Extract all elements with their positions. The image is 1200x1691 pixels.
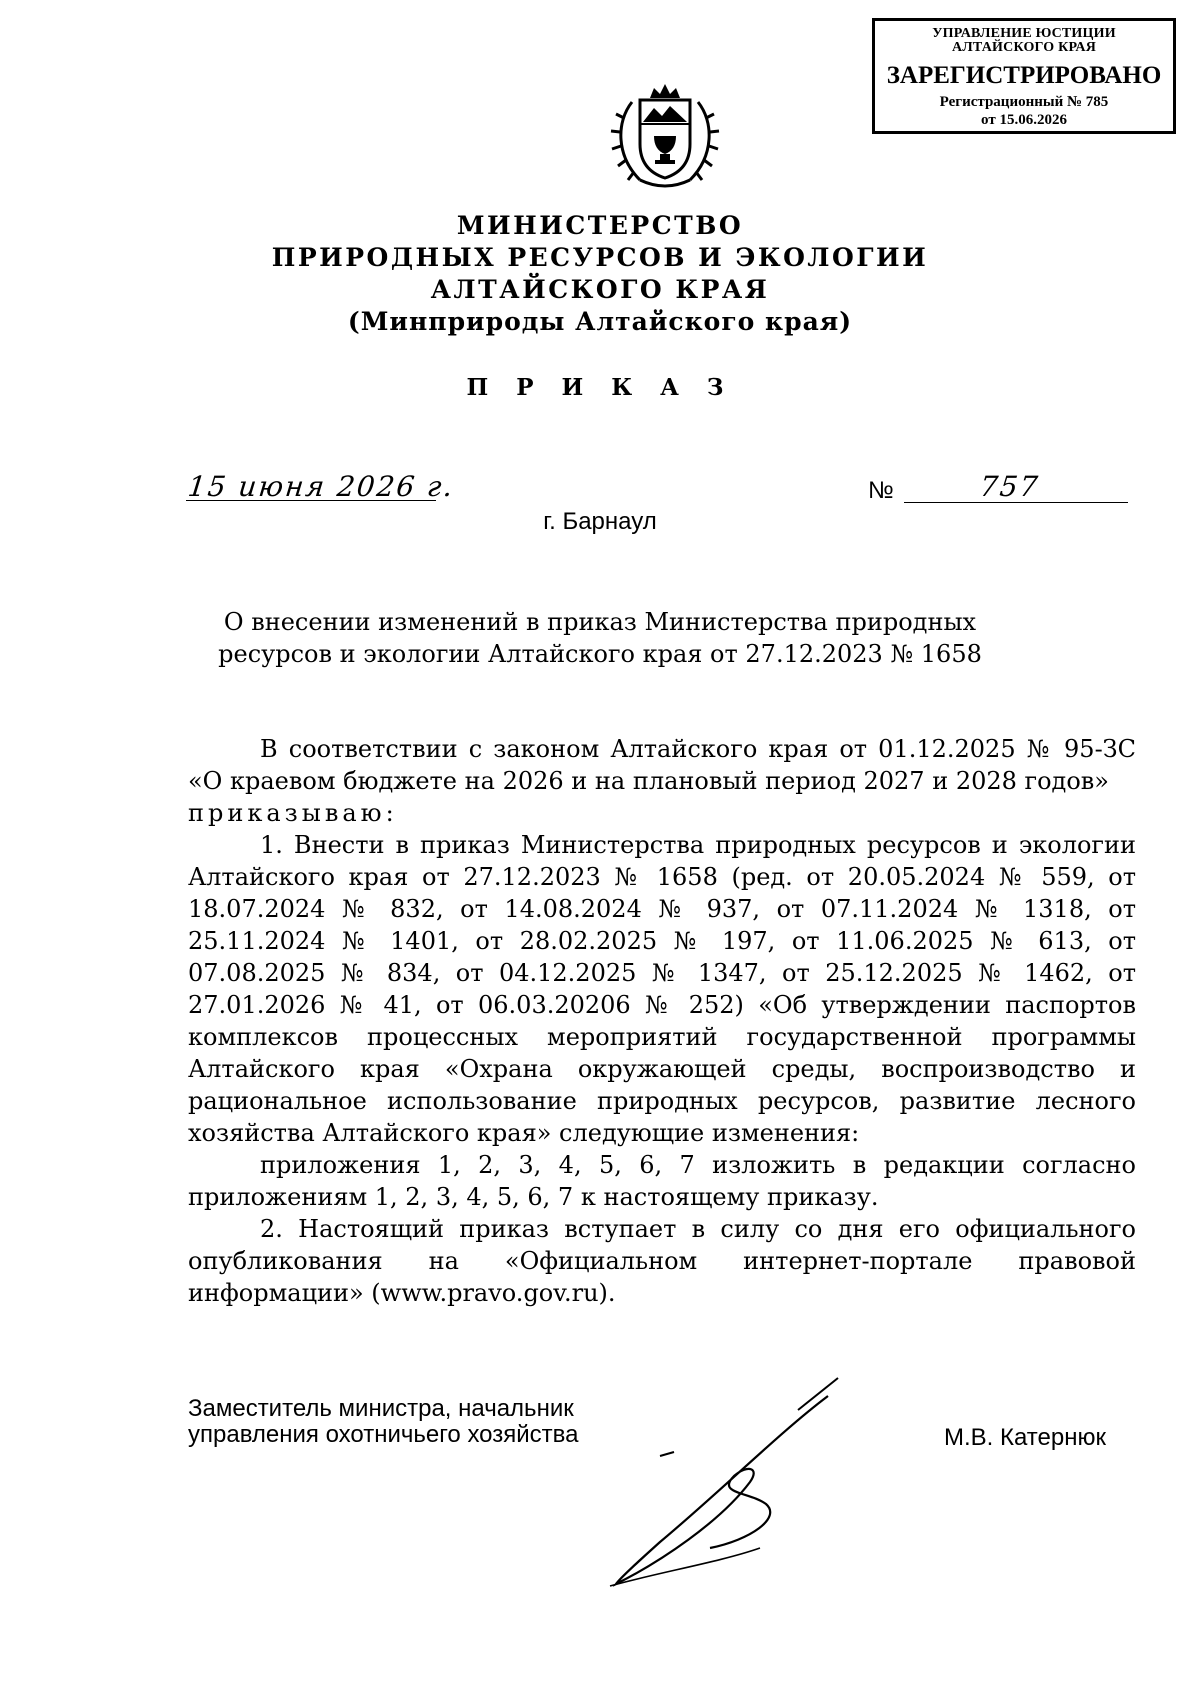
registration-stamp xyxy=(872,18,1176,134)
order-word: приказываю: xyxy=(188,799,398,827)
handwritten-signature xyxy=(600,1372,860,1592)
stamp-status: ЗАРЕГИСТРИРОВАНО xyxy=(886,62,1162,89)
stamp-reg-number: Регистрационный № 785 xyxy=(939,94,1109,110)
item-2-paragraph: 2. Настоящий приказ вступает в силу со дня его официального опубликования на «Официальном интернет-портале правовой информации» (www.pravo.gov.ru). xyxy=(188,1215,1136,1307)
ministry-line3: АЛТАЙСКОГО КРАЯ xyxy=(430,275,770,304)
number-underline xyxy=(904,502,1128,503)
handwritten-number: 757 xyxy=(978,470,1042,503)
signatory-title-line1: Заместитель министра, начальник xyxy=(188,1395,574,1422)
stamp-authority-line2: АЛТАЙСКОГО КРАЯ xyxy=(951,40,1097,55)
order-subject xyxy=(200,606,1000,670)
altai-krai-coat-of-arms-icon xyxy=(610,74,720,194)
date-underline xyxy=(186,500,436,501)
subject-line2: ресурсов и экологии Алтайского края от 27.12.2023 № 1658 xyxy=(218,640,982,668)
item-1-paragraph: 1. Внести в приказ Министерства природных ресурсов и экологии Алтайского края от 27.12.2023 № 1658 (ред. от 20.05.2024 № 559, от 18.07.2024 № 832, от 14.08.2024 № 937, от 07.11.2024 № 1318, от 25.11.2024 № 1401, от 28.02.2025 № 197, от 11.06.2025 № 613, от 07.08.2025 № 834, от 04.12.2025 № 1347, от 25.12.2025 № 1462, от 27.01.2026 № 41, от 06.03.20206 № 252) «Об утверждении паспортов комплексов процессных мероприятий государственной программы Алтайского края «Охрана окружающей среды, воспроизводство и рациональное использование природных ресурсов, развитие лесного хозяйства Алтайского края» следующие изменения: xyxy=(188,831,1136,1147)
ministry-line1: МИНИСТЕРСТВО xyxy=(456,211,744,240)
city: г. Барнаул xyxy=(543,508,657,535)
number-label: № xyxy=(868,477,894,504)
signatory-title-line2: управления охотничьего хозяйства xyxy=(188,1421,579,1448)
ministry-heading xyxy=(0,210,1200,338)
signatory-title xyxy=(188,1396,578,1448)
subject-line1: О внесении изменений в приказ Министерства природных xyxy=(223,608,977,636)
handwritten-date: 15 июня 2026 г. xyxy=(186,470,457,503)
document-type: П Р И К А З xyxy=(466,374,734,401)
stamp-reg-date: от 15.06.2026 xyxy=(981,112,1067,128)
preamble-paragraph: В соответствии с законом Алтайского края от 01.12.2025 № 95-ЗС «О краевом бюджете на 2026 и на плановый период 2027 и 2028 годов» xyxy=(188,735,1136,795)
ministry-short-name: (Минприроды Алтайского края) xyxy=(347,307,853,336)
order-body xyxy=(188,733,1136,1309)
item-1-sub-paragraph: приложения 1, 2, 3, 4, 5, 6, 7 изложить в редакции согласно приложениям 1, 2, 3, 4, 5, 6, 7 к настоящему приказу. xyxy=(188,1151,1136,1211)
signatory-name: М.В. Катернюк xyxy=(944,1424,1106,1451)
stamp-authority-line1: УПРАВЛЕНИЕ ЮСТИЦИИ xyxy=(932,26,1116,41)
ministry-line2: ПРИРОДНЫХ РЕСУРСОВ И ЭКОЛОГИИ xyxy=(271,243,929,272)
